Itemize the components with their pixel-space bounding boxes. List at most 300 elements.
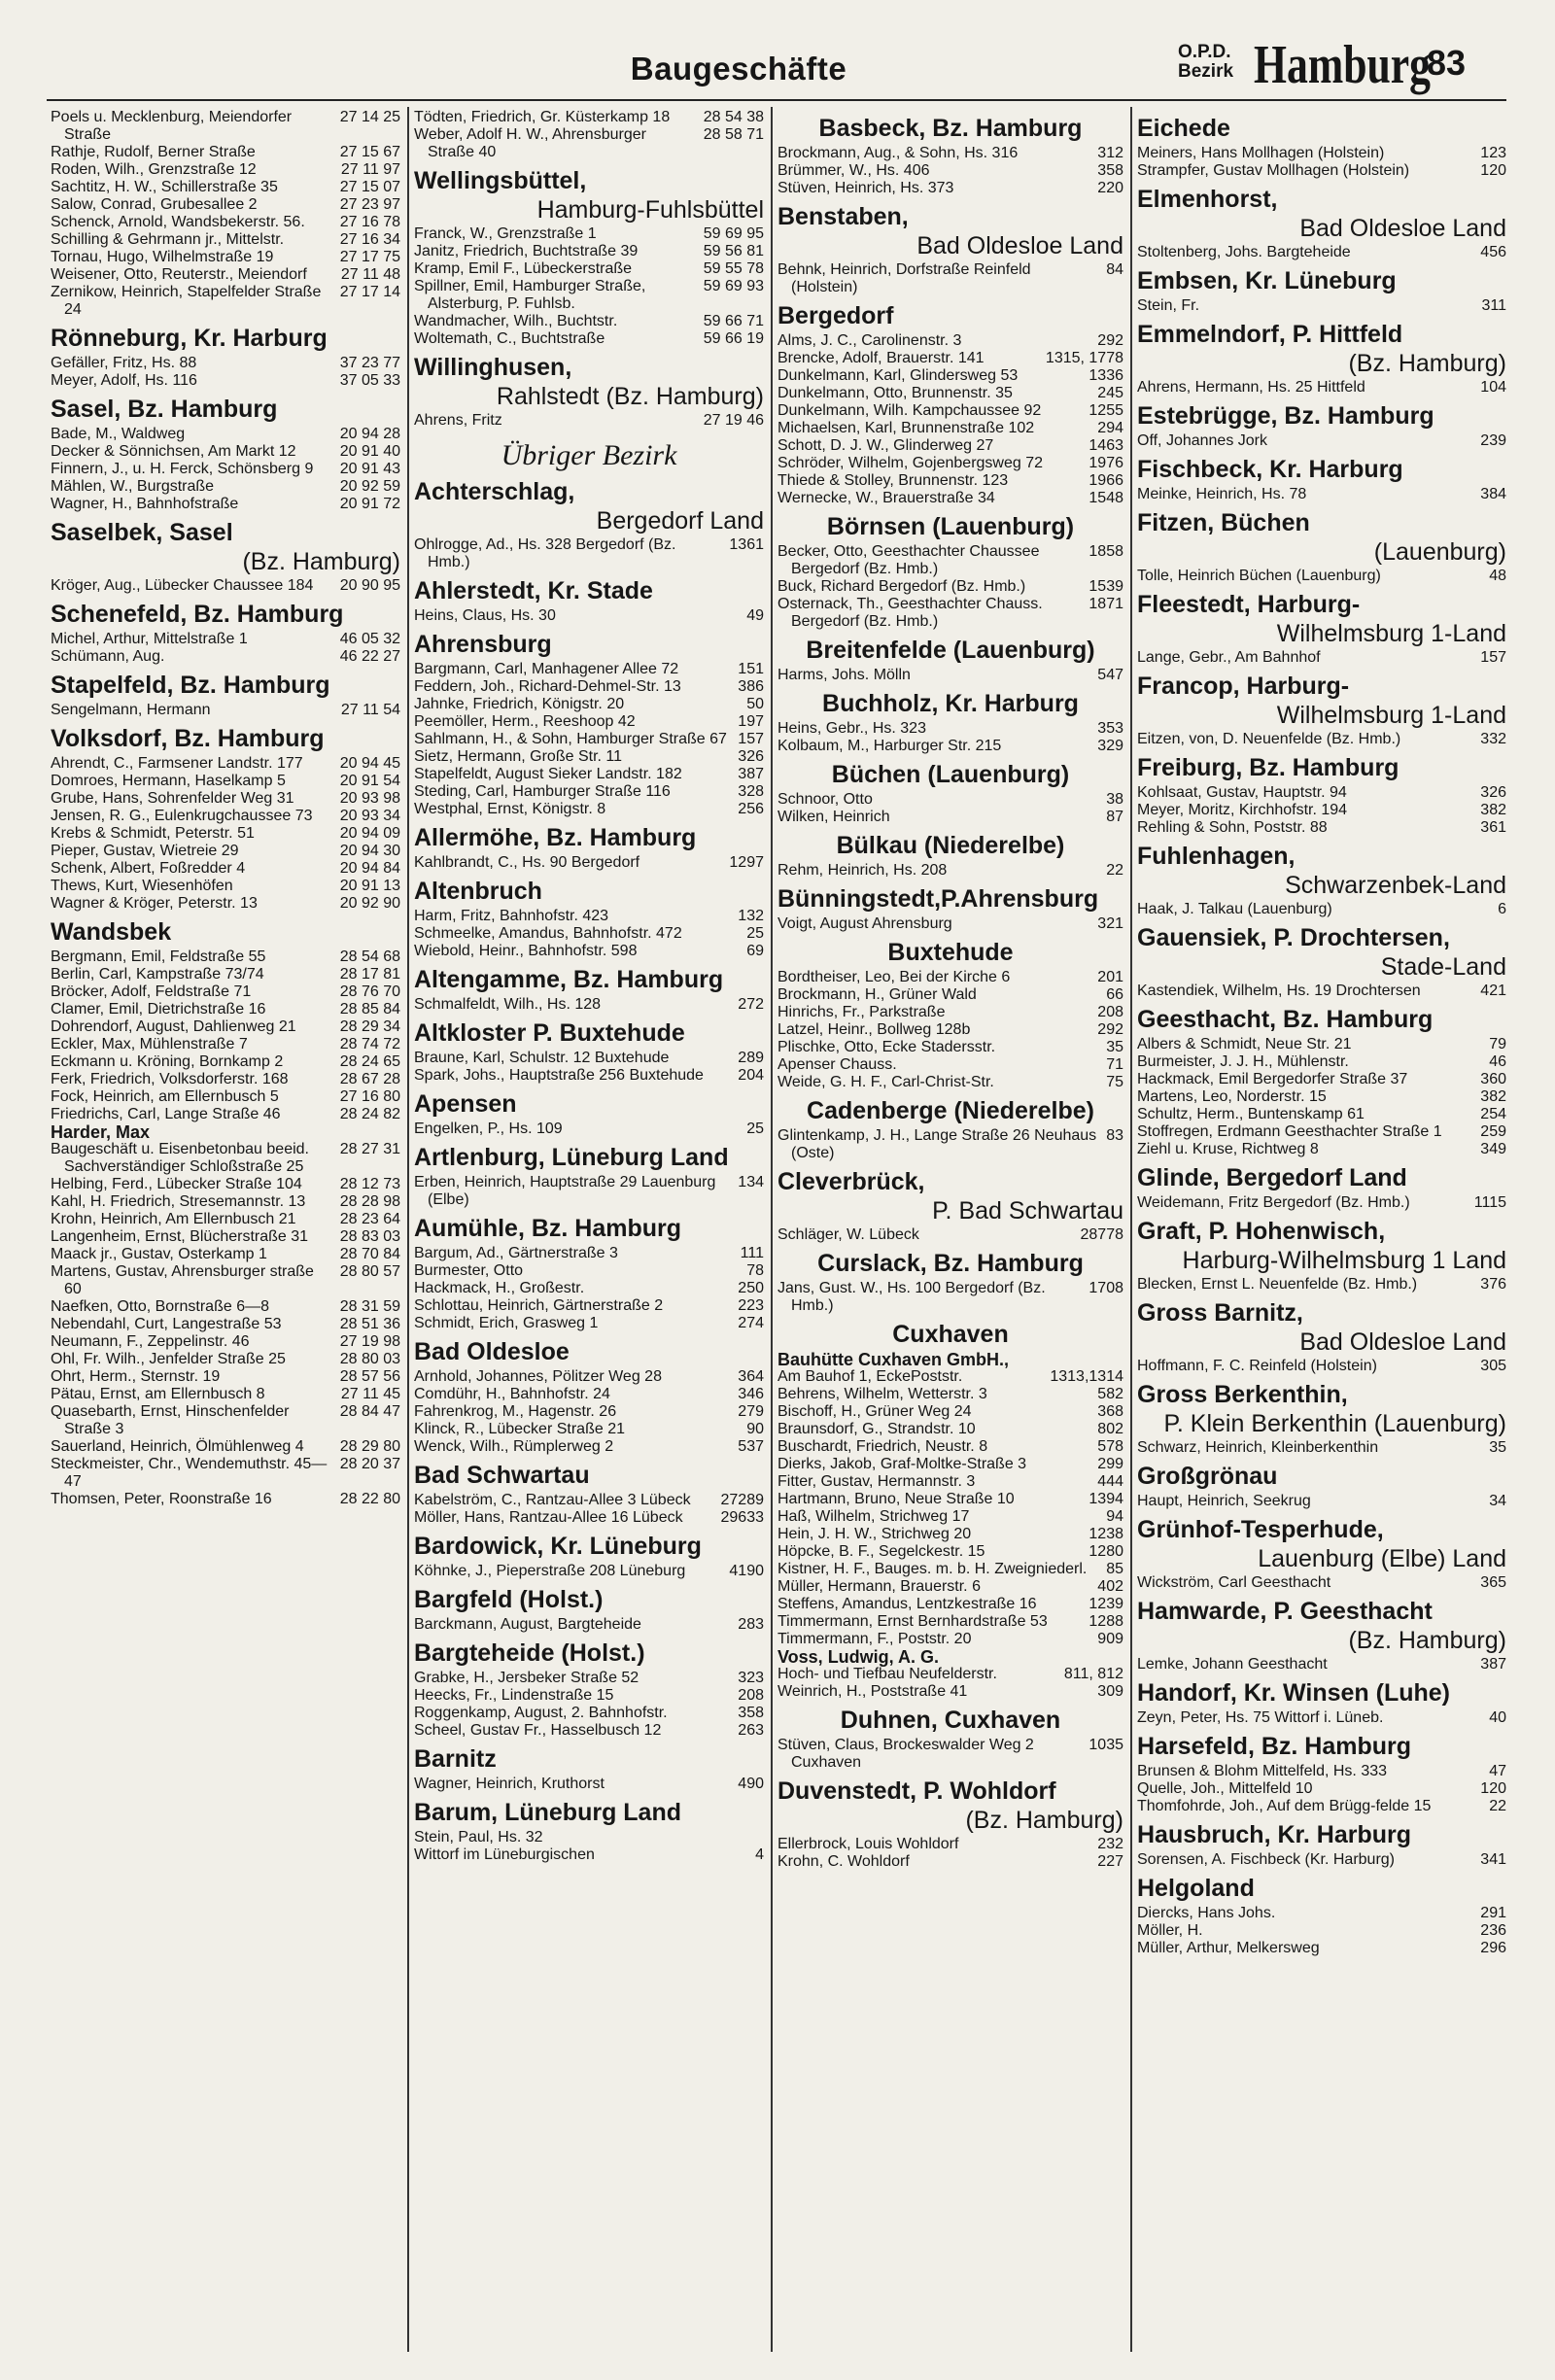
phone-number: 85 xyxy=(1106,1561,1123,1577)
phone-number: 28 74 72 xyxy=(339,1036,400,1052)
section-basbeck-bz-hamburg xyxy=(778,116,1123,197)
phone-number: 28 17 81 xyxy=(339,966,400,983)
locality-heading: Harsefeld, Bz. Hamburg xyxy=(1137,1733,1412,1760)
locality-heading: Hamwarde, P. Geesthacht xyxy=(1137,1598,1433,1625)
listing-name: Stapelfeldt, August Sieker Landstr. 182 xyxy=(414,766,682,782)
listing-entry xyxy=(1137,1123,1506,1141)
phone-number: 20 93 98 xyxy=(339,790,400,807)
listing-entry xyxy=(414,126,764,161)
district-label-line1: O.P.D. xyxy=(1178,42,1231,62)
listing-name: Kistner, H. F., Bauges. m. b. H. Zweigniederl. xyxy=(778,1561,1088,1577)
listing-entry xyxy=(51,983,400,1001)
listing-name: Naefken, Otto, Bornstraße 6—8 xyxy=(51,1298,269,1315)
listing-entry xyxy=(778,720,1123,738)
section-bad-oldesloe xyxy=(414,1339,764,1456)
listing-name: Dohrendorf, August, Dahlienweg 21 xyxy=(51,1018,296,1035)
listing-name: Pätau, Ernst, am Ellernbusch 8 xyxy=(51,1386,265,1402)
phone-number: 296 xyxy=(1480,1940,1506,1956)
listing-name: Michel, Arthur, Mittelstraße 1 xyxy=(51,631,248,647)
phone-number: 250 xyxy=(738,1280,764,1296)
listing-entry xyxy=(778,402,1123,420)
listing-name: Voigt, August Ahrensburg xyxy=(778,915,952,932)
listing-entry xyxy=(51,196,400,214)
listing-entry xyxy=(51,966,400,983)
locality-heading: Graft, P. Hohenwisch, xyxy=(1137,1218,1386,1245)
phone-number: 28 29 34 xyxy=(339,1018,400,1035)
phone-number: 1858 xyxy=(1088,543,1123,560)
listing-entry xyxy=(51,1456,400,1491)
listing-entry xyxy=(778,180,1123,197)
locality-heading: Benstaben, xyxy=(778,203,909,230)
section-bargfeld-holst xyxy=(414,1587,764,1634)
listing-name: Stüven, Claus, Brockeswalder Weg 2 Cuxhaven xyxy=(778,1737,1034,1771)
phone-number: 27 23 97 xyxy=(339,196,400,213)
locality-heading: Freiburg, Bz. Hamburg xyxy=(1137,754,1400,781)
listing-entry xyxy=(1137,1493,1506,1510)
listing-entry xyxy=(51,1088,400,1106)
listing-entry xyxy=(414,260,764,278)
listing-name: Friedrichs, Carl, Lange Straße 46 xyxy=(51,1106,281,1122)
locality-heading: Bülkau (Niederelbe) xyxy=(836,832,1065,859)
listing-name: Sahlmann, H., & Sohn, Hamburger Straße 67 xyxy=(414,731,727,747)
listing-name: Weber, Adolf H. W., Ahrensburger Straße 40 xyxy=(414,126,646,160)
locality-heading: Eichede xyxy=(1137,115,1230,142)
section-duvenstedt-p-wohldorf xyxy=(778,1778,1123,1871)
listing-name: Schott, D. J. W., Glinderweg 27 xyxy=(778,437,994,454)
phone-number: 20 94 28 xyxy=(339,426,400,442)
locality-heading: Barum, Lüneburg Land xyxy=(414,1799,681,1826)
section-bunningstedt-p-ahrensburg xyxy=(778,886,1123,933)
listing-entry xyxy=(51,1211,400,1228)
listing-entry xyxy=(1137,1088,1506,1106)
listing-entry xyxy=(778,1648,1123,1666)
section-allermohe-bz-hamburg xyxy=(414,825,764,872)
phone-number: 323 xyxy=(738,1670,764,1686)
phone-number: 382 xyxy=(1480,1088,1506,1105)
phone-number: 309 xyxy=(1097,1683,1123,1700)
listing-entry xyxy=(1137,819,1506,837)
listing-name: Möller, H. xyxy=(1137,1922,1203,1939)
phone-number: 274 xyxy=(738,1315,764,1331)
listing-entry xyxy=(414,1297,764,1315)
phone-number: 382 xyxy=(1480,802,1506,818)
section-embsen-kr-luneburg xyxy=(1137,268,1506,315)
listing-entry xyxy=(778,350,1123,367)
listing-entry xyxy=(778,738,1123,755)
phone-number: 1708 xyxy=(1088,1280,1123,1296)
column-divider xyxy=(1130,107,1132,2352)
listing-name: Eitzen, von, D. Neuenfelde (Bz. Hmb.) xyxy=(1137,731,1401,747)
listing-entry xyxy=(778,1456,1123,1473)
locality-heading: Bardowick, Kr. Lüneburg xyxy=(414,1533,702,1560)
listing-name: Kohlsaat, Gustav, Hauptstr. 94 xyxy=(1137,784,1347,801)
listing-name: Erben, Heinrich, Hauptstraße 29 Lauenburg (Elbe) xyxy=(414,1174,716,1208)
phone-number: 1238 xyxy=(1088,1526,1123,1542)
phone-number: 421 xyxy=(1480,983,1506,999)
listing-entry xyxy=(778,1280,1123,1315)
listing-entry xyxy=(51,1386,400,1403)
listing-entry xyxy=(1137,1851,1506,1869)
listing-name: Schultz, Herm., Buntenskamp 61 xyxy=(1137,1106,1365,1122)
listing-name: Albers & Schmidt, Neue Str. 21 xyxy=(1137,1036,1352,1052)
listing-entry xyxy=(414,1722,764,1740)
locality-heading: Ahlerstedt, Kr. Stade xyxy=(414,577,653,604)
phone-number: 537 xyxy=(738,1438,764,1455)
phone-number: 123 xyxy=(1480,145,1506,161)
phone-number: 365 xyxy=(1480,1574,1506,1591)
listing-entry xyxy=(51,1228,400,1246)
listing-entry xyxy=(1137,1358,1506,1375)
phone-number: 256 xyxy=(738,801,764,817)
locality-heading: Bargfeld (Holst.) xyxy=(414,1586,604,1613)
locality-heading: Ahrensburg xyxy=(414,631,552,658)
listing-entry xyxy=(778,1561,1123,1578)
phone-number: 28 57 56 xyxy=(339,1368,400,1385)
listing-name: Ahrendt, C., Farmsener Landstr. 177 xyxy=(51,755,303,772)
phone-number: 272 xyxy=(738,996,764,1013)
phone-number: 27 11 45 xyxy=(340,1386,400,1402)
section-hamwarde-p-geesthacht xyxy=(1137,1599,1506,1673)
listing-name: Weidemann, Fritz Bergedorf (Bz. Hmb.) xyxy=(1137,1194,1410,1211)
phone-number: 254 xyxy=(1480,1106,1506,1122)
phone-number: 547 xyxy=(1097,667,1123,683)
phone-number: 71 xyxy=(1106,1056,1123,1073)
listing-name: Meiners, Hans Mollhagen (Holstein) xyxy=(1137,145,1385,161)
locality-heading: Saselbek, Sasel xyxy=(51,519,233,546)
section-fleestedt-harburg xyxy=(1137,592,1506,667)
listing-entry xyxy=(778,1421,1123,1438)
listing-entry xyxy=(1137,1106,1506,1123)
listing-name: Mählen, W., Burgstraße xyxy=(51,478,215,495)
listing-name: Heecks, Fr., Lindenstraße 15 xyxy=(414,1687,614,1704)
locality-heading: Fitzen, Büchen xyxy=(1137,509,1310,536)
phone-number: 157 xyxy=(1480,649,1506,666)
listing-entry xyxy=(414,713,764,731)
section-ahrensburg xyxy=(414,632,764,818)
listing-name: Schenk, Albert, Foßredder 4 xyxy=(51,860,246,877)
phone-number: 1966 xyxy=(1088,472,1123,489)
listing-entry xyxy=(778,1226,1123,1244)
listing-name: Schwarz, Heinrich, Kleinberkenthin xyxy=(1137,1439,1379,1456)
section-gro-gronau xyxy=(1137,1464,1506,1510)
section-altkloster-p-buxtehude xyxy=(414,1020,764,1085)
locality-subheading: (Bz. Hamburg) xyxy=(1348,350,1506,377)
listing-name: Kolbaum, M., Harburger Str. 215 xyxy=(778,738,1002,754)
listing-name: Ahrens, Fritz xyxy=(414,412,502,429)
listing-name: Spillner, Emil, Hamburger Straße, Alsterburg, P. Fuhlsb. xyxy=(414,278,646,312)
phone-number: 4 xyxy=(755,1846,764,1863)
listing-name: Ellerbrock, Louis Wohldorf xyxy=(778,1836,959,1852)
phone-number: 20 94 09 xyxy=(339,825,400,842)
listing-entry xyxy=(1137,1071,1506,1088)
section-aumuhle-bz-hamburg xyxy=(414,1216,764,1332)
locality-heading: Breitenfelde (Lauenburg) xyxy=(806,637,1095,664)
locality-heading: Bargteheide (Holst.) xyxy=(414,1639,645,1667)
listing-name: Brümmer, W., Hs. 406 xyxy=(778,162,930,179)
listing-entry xyxy=(414,313,764,330)
phone-number: 83 xyxy=(1106,1127,1123,1144)
listing-name: Steding, Carl, Hamburger Straße 116 xyxy=(414,783,671,800)
locality-heading: Artlenburg, Lüneburg Land xyxy=(414,1144,729,1171)
listing-name: Behrens, Wilhelm, Wetterstr. 3 xyxy=(778,1386,987,1402)
section-sasel-bz-hamburg xyxy=(51,397,400,513)
phone-number: 69 xyxy=(746,943,764,959)
phone-number: 291 xyxy=(1480,1905,1506,1921)
listing-entry xyxy=(51,426,400,443)
phone-number: 28 58 71 xyxy=(703,126,764,143)
locality-heading: Gross Berkenthin, xyxy=(1137,1381,1348,1408)
listing-entry xyxy=(51,808,400,825)
page-heading: Baugeschäfte xyxy=(630,51,847,86)
column-divider xyxy=(407,107,409,2352)
listing-name: Meyer, Moritz, Kirchhofstr. 194 xyxy=(1137,802,1348,818)
listing-name: Steckmeister, Chr., Wendemuthstr. 45—47 xyxy=(51,1456,328,1490)
listing-name: Baugeschäft u. Eisenbetonbau beeid. Sachverständiger Schloßstraße 25 xyxy=(51,1141,309,1175)
section-bad-schwartau xyxy=(414,1463,764,1527)
listing-name: Brockmann, Aug., & Sohn, Hs. 316 xyxy=(778,145,1019,161)
listing-name: Helbing, Ferd., Lübecker Straße 104 xyxy=(51,1176,302,1192)
listing-name: Fitter, Gustav, Hermannstr. 3 xyxy=(778,1473,976,1490)
listing-entry xyxy=(778,1578,1123,1596)
listing-name: Sachtitz, H. W., Schillerstraße 35 xyxy=(51,179,278,195)
listing-name: Blecken, Ernst L. Neuenfelde (Bz. Hmb.) xyxy=(1137,1276,1418,1293)
phone-number: 66 xyxy=(1106,986,1123,1003)
listing-entry xyxy=(778,1056,1123,1074)
listing-name: Glintenkamp, J. H., Lange Straße 26 Neuhaus (Oste) xyxy=(778,1127,1097,1161)
locality-heading: Helgoland xyxy=(1137,1875,1255,1902)
phone-number: 326 xyxy=(738,748,764,765)
locality-heading: Glinde, Bergedorf Land xyxy=(1137,1164,1407,1191)
listing-name: Tödten, Friedrich, Gr. Küsterkamp 18 xyxy=(414,109,671,125)
listing-entry xyxy=(778,1666,1123,1683)
phone-number: 387 xyxy=(738,766,764,782)
listing-name: Burmeister, J. J. H., Mühlenstr. xyxy=(1137,1053,1349,1070)
listing-name: Bauhütte Cuxhaven GmbH., xyxy=(778,1350,1010,1369)
listing-entry xyxy=(414,1315,764,1332)
listing-entry xyxy=(778,420,1123,437)
listing-entry xyxy=(1137,162,1506,180)
listing-entry xyxy=(414,908,764,925)
listing-entry xyxy=(778,162,1123,180)
listing-name: Harms, Johs. Mölln xyxy=(778,667,911,683)
listing-entry xyxy=(778,915,1123,933)
listing-name: Sietz, Hermann, Große Str. 11 xyxy=(414,748,623,765)
section-buxtehude xyxy=(778,940,1123,1091)
listing-entry xyxy=(414,412,764,430)
listing-name: Burmester, Otto xyxy=(414,1262,524,1279)
listing-name: Schmidt, Erich, Grasweg 1 xyxy=(414,1315,599,1331)
locality-heading: Hausbruch, Kr. Harburg xyxy=(1137,1821,1411,1848)
phone-number: 27289 xyxy=(720,1492,764,1508)
listing-entry xyxy=(1137,1439,1506,1457)
phone-number: 20 94 30 xyxy=(339,843,400,859)
locality-heading: Volksdorf, Bz. Hamburg xyxy=(51,725,325,752)
listing-entry xyxy=(414,1386,764,1403)
phone-number: 79 xyxy=(1489,1036,1506,1052)
listing-name: Hartmann, Bruno, Neue Straße 10 xyxy=(778,1491,1015,1507)
phone-number: 341 xyxy=(1480,1851,1506,1868)
phone-number: 1280 xyxy=(1088,1543,1123,1560)
phone-number: 46 22 27 xyxy=(339,648,400,665)
column-3 xyxy=(778,109,1123,2354)
listing-name: Köhnke, J., Pieperstraße 208 Lüneburg xyxy=(414,1563,686,1579)
section-gauensiek-p-drochtersen xyxy=(1137,925,1506,1000)
phone-number: 6 xyxy=(1498,901,1506,917)
phone-number: 35 xyxy=(1106,1039,1123,1055)
phone-number: 384 xyxy=(1480,486,1506,502)
phone-number: 90 xyxy=(746,1421,764,1437)
phone-number: 37 05 33 xyxy=(339,372,400,389)
phone-number: 578 xyxy=(1097,1438,1123,1455)
phone-number: 279 xyxy=(738,1403,764,1420)
locality-subheading: Stade-Land xyxy=(1380,953,1506,981)
section-artlenburg-luneburg-land xyxy=(414,1145,764,1209)
listing-name: Haupt, Heinrich, Seekrug xyxy=(1137,1493,1311,1509)
locality-heading: Wellingsbüttel, xyxy=(414,167,587,194)
phone-number: 22 xyxy=(1489,1798,1506,1814)
section-ahlerstedt-kr-stade xyxy=(414,578,764,625)
locality-heading: Börnsen (Lauenburg) xyxy=(826,513,1075,540)
phone-number: 47 xyxy=(1489,1763,1506,1779)
listing-entry xyxy=(414,1563,764,1580)
listing-name: Wiebold, Heinr., Bahnhofstr. 598 xyxy=(414,943,638,959)
listing-entry xyxy=(1137,1798,1506,1815)
listing-name: Heins, Claus, Hs. 30 xyxy=(414,607,556,624)
listing-name: Am Bauhof 1, EckePoststr. xyxy=(778,1368,963,1385)
section-ubriger-bezirk xyxy=(414,439,764,472)
listing-name: Fahrenkrog, M., Hagenstr. 26 xyxy=(414,1403,617,1420)
listing-name: Ohl, Fr. Wilh., Jenfelder Straße 25 xyxy=(51,1351,286,1367)
phone-number: 59 56 81 xyxy=(703,243,764,259)
listing-entry xyxy=(778,1438,1123,1456)
listing-entry xyxy=(778,145,1123,162)
listing-entry xyxy=(778,1473,1123,1491)
district-label xyxy=(1178,43,1265,82)
listing-name: Thomsen, Peter, Roonstraße 16 xyxy=(51,1491,272,1507)
listing-name: Latzel, Heinr., Bollweg 128b xyxy=(778,1021,971,1038)
listing-entry xyxy=(1137,731,1506,748)
phone-number: 360 xyxy=(1480,1071,1506,1087)
phone-number: 49 xyxy=(746,607,764,624)
locality-subheading: (Bz. Hamburg) xyxy=(965,1807,1123,1834)
listing-name: Quasebarth, Ernst, Hinschenfelder Straße 3 xyxy=(51,1403,290,1437)
listing-entry xyxy=(51,1176,400,1193)
listing-entry xyxy=(1137,1053,1506,1071)
phone-number: 27 15 67 xyxy=(339,144,400,160)
phone-number: 28 51 36 xyxy=(339,1316,400,1332)
listing-entry xyxy=(414,1438,764,1456)
listing-name: Bröcker, Adolf, Feldstraße 71 xyxy=(51,983,252,1000)
listing-entry xyxy=(1137,297,1506,315)
listing-name: Finnern, J., u. H. Ferck, Schönsberg 9 xyxy=(51,461,314,477)
phone-number: 25 xyxy=(746,925,764,942)
listing-name: Spark, Johs., Hauptstraße 256 Buxtehude xyxy=(414,1067,704,1084)
phone-number: 328 xyxy=(738,783,764,800)
listing-entry xyxy=(778,862,1123,880)
listing-name: Rathje, Rudolf, Berner Straße xyxy=(51,144,256,160)
listing-entry xyxy=(51,1403,400,1438)
phone-number: 208 xyxy=(738,1687,764,1704)
listing-name: Weinrich, H., Poststraße 41 xyxy=(778,1683,968,1700)
listing-entry xyxy=(778,1836,1123,1853)
locality-subheading: Bad Oldesloe Land xyxy=(1299,215,1506,242)
listing-name: Langenheim, Ernst, Blücherstraße 31 xyxy=(51,1228,309,1245)
section-wellingsbuttel xyxy=(414,168,764,348)
listing-entry xyxy=(51,1298,400,1316)
listing-entry xyxy=(1137,983,1506,1000)
listing-name: Kastendiek, Wilhelm, Hs. 19 Drochtersen xyxy=(1137,983,1421,999)
locality-heading: Bergedorf xyxy=(778,302,894,329)
locality-heading: Altengamme, Bz. Hamburg xyxy=(414,966,724,993)
phone-number: 329 xyxy=(1097,738,1123,754)
listing-name: Jensen, R. G., Eulenkrugchaussee 73 xyxy=(51,808,313,824)
listing-name: Bargum, Ad., Gärtnerstraße 3 xyxy=(414,1245,618,1261)
listing-entry xyxy=(778,1683,1123,1701)
listing-entry xyxy=(1137,649,1506,667)
listing-entry xyxy=(51,355,400,372)
listing-name: Hackmack, Emil Bergedorfer Straße 37 xyxy=(1137,1071,1408,1087)
phone-number: 20 91 54 xyxy=(339,773,400,789)
listing-entry xyxy=(778,791,1123,809)
listing-entry xyxy=(51,1106,400,1123)
listing-name: Grabke, H., Jersbeker Straße 52 xyxy=(414,1670,639,1686)
phone-number: 28 27 31 xyxy=(339,1141,400,1157)
listing-name: Alms, J. C., Carolinenstr. 3 xyxy=(778,332,962,349)
locality-heading: Francop, Harburg- xyxy=(1137,673,1350,700)
phone-number: 27 15 07 xyxy=(339,179,400,195)
locality-heading: Geesthacht, Bz. Hamburg xyxy=(1137,1006,1434,1033)
phone-number: 263 xyxy=(738,1722,764,1739)
phone-number: 1255 xyxy=(1088,402,1123,419)
listing-entry xyxy=(414,1492,764,1509)
phone-number: 120 xyxy=(1480,162,1506,179)
locality-heading: Sasel, Bz. Hamburg xyxy=(51,396,278,423)
listing-entry xyxy=(778,1596,1123,1613)
phone-number: 1871 xyxy=(1088,596,1123,612)
phone-number: 28 29 80 xyxy=(339,1438,400,1455)
locality-subheading: (Bz. Hamburg) xyxy=(242,548,400,575)
listing-entry xyxy=(1137,568,1506,585)
listing-name: Hein, J. H. W., Strichweg 20 xyxy=(778,1526,972,1542)
section-geesthacht-bz-hamburg xyxy=(1137,1007,1506,1158)
phone-number: 20 94 84 xyxy=(339,860,400,877)
listing-entry xyxy=(414,1670,764,1687)
header-rule xyxy=(47,99,1506,101)
locality-heading: Bad Oldesloe xyxy=(414,1338,570,1365)
section-graft-p-hohenwisch xyxy=(1137,1219,1506,1293)
phone-number: 27 11 48 xyxy=(340,266,400,283)
listing-name: Timmermann, F., Poststr. 20 xyxy=(778,1631,972,1647)
listing-name: Gefäller, Fritz, Hs. 88 xyxy=(51,355,197,371)
listing-name: Thews, Kurt, Wiesenhöfen xyxy=(51,878,233,894)
listing-name: Jahnke, Friedrich, Königstr. 20 xyxy=(414,696,625,712)
phone-number: 27 19 46 xyxy=(703,412,764,429)
phone-number: 20 94 45 xyxy=(339,755,400,772)
listing-entry xyxy=(414,1403,764,1421)
locality-heading: Gross Barnitz, xyxy=(1137,1299,1303,1327)
listing-name: Poels u. Mecklenburg, Meiendorfer Straße xyxy=(51,109,293,143)
listing-entry xyxy=(778,1631,1123,1648)
listing-name: Feddern, Joh., Richard-Dehmel-Str. 13 xyxy=(414,678,681,695)
phone-number: 1288 xyxy=(1088,1613,1123,1630)
listing-entry xyxy=(778,543,1123,578)
phone-number: 28 70 84 xyxy=(339,1246,400,1262)
locality-subheading: (Bz. Hamburg) xyxy=(1348,1627,1506,1654)
locality-heading: Bad Schwartau xyxy=(414,1462,590,1489)
phone-number: 75 xyxy=(1106,1074,1123,1090)
listing-entry xyxy=(1137,432,1506,450)
listing-entry xyxy=(1137,486,1506,503)
